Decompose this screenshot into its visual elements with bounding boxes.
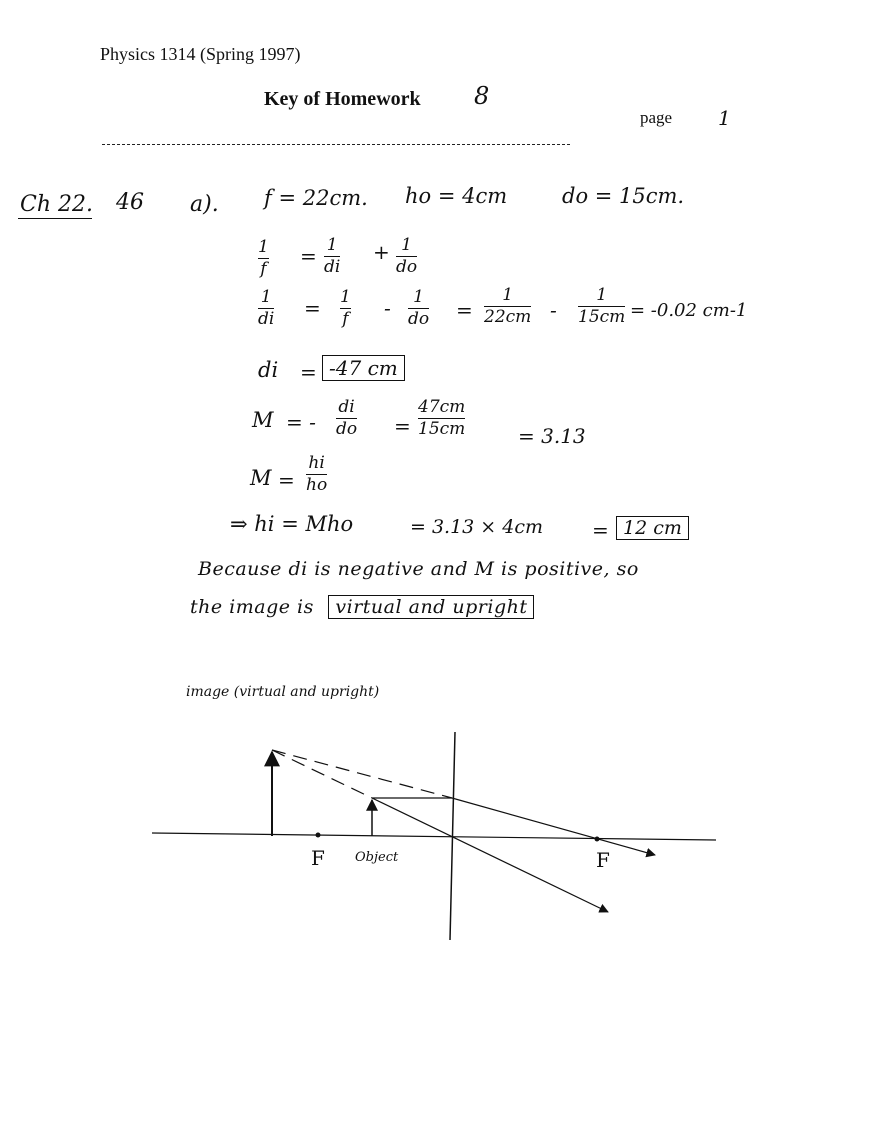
eq2-t3-num: 1 xyxy=(502,285,514,305)
conclusion-prefix: the image is xyxy=(190,596,314,618)
eq2-t1-den: f xyxy=(342,308,349,329)
eq3-equals: = xyxy=(300,360,317,384)
problem-number: 46 xyxy=(116,190,144,215)
focal-point-right xyxy=(595,837,600,842)
conclusion-answer-box: virtual and upright xyxy=(328,595,534,619)
given-object-distance: do = 15cm. xyxy=(562,184,685,208)
eq2-minus-2: - xyxy=(550,298,557,322)
eq2-t3-den: 22cm xyxy=(484,306,532,327)
conclusion-line-1: Because di is negative and M is positive, so xyxy=(198,558,639,580)
eq6-middle: = 3.13 × 4cm xyxy=(410,516,544,538)
image-label: image (virtual and upright) xyxy=(186,684,380,700)
virtual-ray-extension xyxy=(272,750,452,798)
eq3-answer-box: -47 cm xyxy=(322,355,405,381)
eq4-lhs: M xyxy=(252,408,274,432)
eq2-result: = -0.02 cm-1 xyxy=(630,300,748,321)
eq5-t1-num: hi xyxy=(308,453,325,473)
page-label: page xyxy=(640,108,673,127)
eq1-t1-num: 1 xyxy=(326,235,338,255)
eq2-t2-den: do xyxy=(408,308,430,329)
eq1-t1-den: di xyxy=(324,256,341,277)
eq4-equals: = - xyxy=(286,410,316,434)
problem-part: a). xyxy=(190,192,219,217)
eq2-minus: - xyxy=(384,296,391,320)
eq1-equals: = xyxy=(300,244,317,268)
eq1-lhs-num: 1 xyxy=(258,237,269,257)
refracted-ray xyxy=(452,798,655,855)
homework-number: 8 xyxy=(474,82,490,110)
focal-label-left: F xyxy=(311,846,325,870)
eq3-lhs: di xyxy=(258,358,279,382)
eq2-t2-num: 1 xyxy=(413,287,424,307)
virtual-ray-extension-2 xyxy=(272,750,372,798)
focal-label-right: F xyxy=(596,848,610,872)
eq5-equals: = xyxy=(278,468,295,492)
eq2-lhs-den: di xyxy=(258,308,275,329)
object-label: Object xyxy=(355,850,399,865)
eq4-t2-den: 15cm xyxy=(418,418,466,439)
eq1-t2-den: do xyxy=(396,256,418,277)
course-title: Physics 1314 (Spring 1997) xyxy=(100,44,301,64)
eq2-t1-num: 1 xyxy=(340,287,351,307)
eq5-t1-den: ho xyxy=(306,474,328,495)
optical-axis xyxy=(152,833,716,840)
page-title: Key of Homework xyxy=(264,88,421,110)
eq6-equals: = xyxy=(592,518,609,542)
given-object-height: ho = 4cm xyxy=(405,184,508,208)
eq2-equals-2: = xyxy=(456,298,473,322)
eq1-plus: + xyxy=(373,240,390,264)
eq4-equals-2: = xyxy=(394,414,411,438)
eq6-answer-box: 12 cm xyxy=(616,516,689,540)
central-ray xyxy=(372,798,608,912)
eq5-lhs: M xyxy=(250,466,272,490)
eq2-equals: = xyxy=(304,296,321,320)
eq2-lhs-num: 1 xyxy=(260,287,272,307)
eq1-lhs-den: f xyxy=(260,258,267,279)
eq4-t1-num: di xyxy=(338,397,355,417)
eq6-lhs: ⇒ hi = Mho xyxy=(230,512,354,536)
chapter-label: Ch 22. xyxy=(20,192,93,217)
page-number: 1 xyxy=(718,106,731,130)
focal-point-left xyxy=(316,833,321,838)
eq4-t2-num: 47cm xyxy=(418,397,466,417)
eq2-t4-den: 15cm xyxy=(578,306,626,327)
eq4-result: = 3.13 xyxy=(518,424,586,448)
eq1-t2-num: 1 xyxy=(401,235,412,255)
eq4-t1-den: do xyxy=(336,418,358,439)
given-focal-length: f = 22cm. xyxy=(264,186,368,210)
eq2-t4-num: 1 xyxy=(596,285,608,305)
